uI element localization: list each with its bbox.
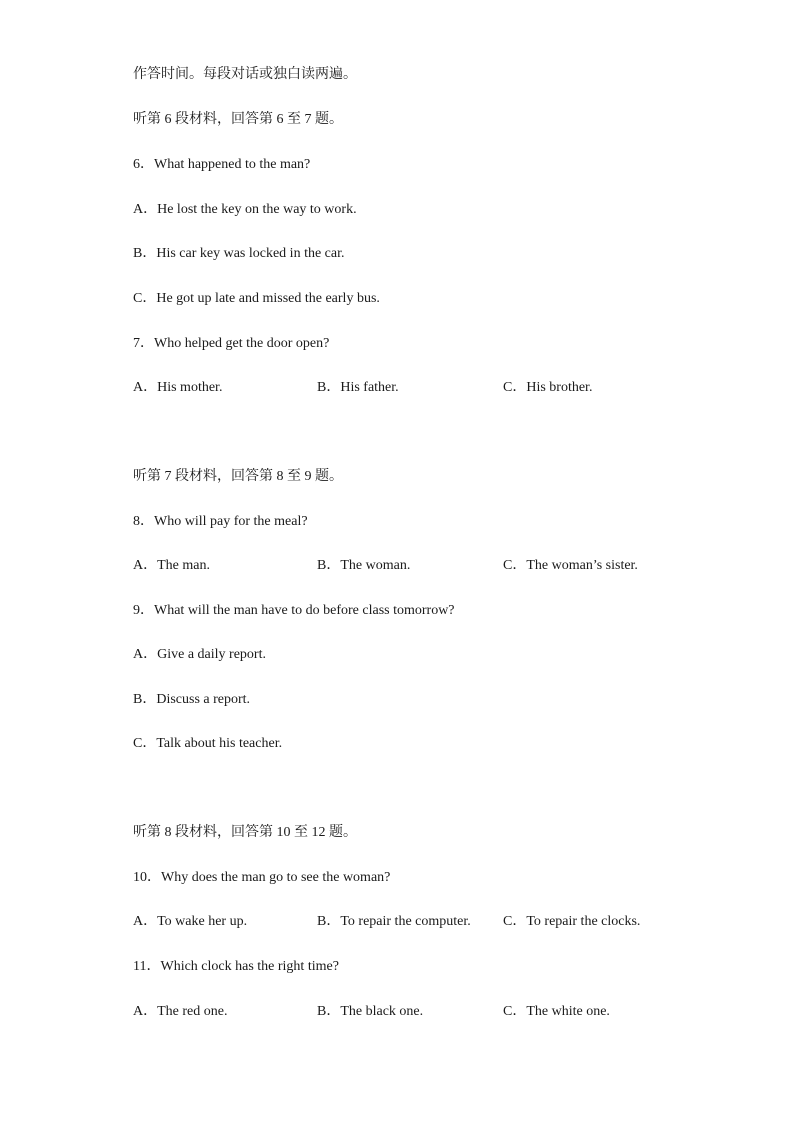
question-8-option-a: A．The man. (133, 558, 210, 573)
intro-text: 作答时间。每段对话或独白读两遍。 (133, 67, 357, 82)
question-6-option-a: A．He lost the key on the way to work. (133, 202, 357, 217)
question-7-options (133, 379, 633, 397)
question-8-option-b: B．The woman. (317, 558, 411, 573)
question-8: 8．Who will pay for the meal? (133, 514, 308, 529)
question-10: 10．Why does the man go to see the woman? (133, 870, 391, 885)
question-11-option-c: C．The white one. (503, 1004, 610, 1019)
question-10-option-a: A．To wake her up. (133, 914, 248, 929)
question-7: 7．Who helped get the door open? (133, 336, 330, 351)
question-7-option-c: C．His brother. (503, 380, 593, 395)
question-7-option-a: A．His mother. (133, 380, 223, 395)
question-10-option-b: B．To repair the computer. (317, 914, 471, 929)
section-8-heading: 听第 8 段材料，回答第 10 至 12 题。 (133, 825, 357, 840)
question-11-options (133, 1003, 673, 1021)
question-11-option-a: A．The red one. (133, 1004, 228, 1019)
question-9-option-b: B．Discuss a report. (133, 692, 251, 707)
question-11-option-b: B．The black one. (317, 1004, 424, 1019)
question-6-option-c: C．He got up late and missed the early bus. (133, 291, 380, 306)
question-8-option-c: C．The woman’s sister. (503, 558, 638, 573)
question-9-option-a: A．Give a daily report. (133, 647, 266, 662)
section-6-heading: 听第 6 段材料，回答第 6 至 7 题。 (133, 112, 343, 127)
question-6: 6．What happened to the man? (133, 157, 311, 172)
section-7-heading: 听第 7 段材料，回答第 8 至 9 题。 (133, 469, 343, 484)
question-9: 9．What will the man have to do before class tomorrow? (133, 603, 455, 618)
question-7-option-b: B．His father. (317, 380, 399, 395)
question-11: 11．Which clock has the right time? (133, 959, 339, 974)
question-10-options (133, 913, 693, 931)
question-9-option-c: C．Talk about his teacher. (133, 736, 283, 751)
question-10-option-c: C．To repair the clocks. (503, 914, 641, 929)
question-8-options (133, 557, 673, 575)
question-6-option-b: B．His car key was locked in the car. (133, 246, 345, 261)
